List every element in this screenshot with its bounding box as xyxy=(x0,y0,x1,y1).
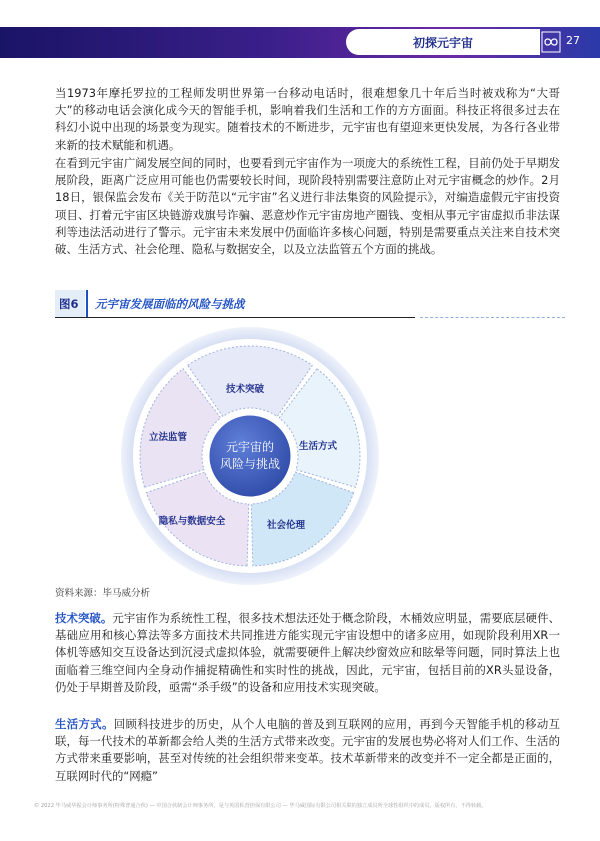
segment-label-ethics: 社会伦理 xyxy=(266,520,306,531)
figure-number: 图6 xyxy=(59,297,79,311)
infinity-icon xyxy=(541,31,561,53)
segment-label-privacy: 隐私与数据安全 xyxy=(158,516,226,527)
section-title: 初探元宇宙 xyxy=(412,36,473,50)
center-label-line1: 元宇宙的 xyxy=(225,440,275,454)
figure-dotted-line xyxy=(420,317,565,319)
paragraph-intro: 当1973年摩托罗拉的工程师发明世界第一台移动电话时，很难想象几十年后当时被戏称为“大哥大”的移动电话会演化成今天的智能手机，影响着我们生活和工作的方方面面。科技正将很多过去在科幻小说中出现的场景变为现实。随着技术的不断进步，元宇宙也有望迎来更快发展，为各行各业带来新的技术赋能和机遇。 xyxy=(55,86,560,152)
paragraph-lifestyle xyxy=(55,716,560,785)
figure-title: 元宇宙发展面临的风险与挑战 xyxy=(95,297,245,311)
paragraph-tech-breakthrough xyxy=(55,610,560,696)
section-title-pill xyxy=(346,29,540,55)
lead-lifestyle: 生活方式。 xyxy=(55,717,114,731)
lead-tech-breakthrough: 技术突破。 xyxy=(55,611,113,625)
figure-underline xyxy=(55,317,415,318)
paragraph-challenges: 在看到元宇宙广阔发展空间的同时，也要看到元宇宙作为一项庞大的系统性工程，目前仍处于早期发展阶段，距离广泛应用可能也仍需要较长时间，现阶段特别需要注意防止对元宇宙概念的炒作。2月18日，银保监会发布《关于防范以“元宇宙”名义进行非法集资的风险提示》，对编造虚假元宇宙投资项目、打着元宇宙区块链游戏旗号诈骗、恶意炒作元宇宙房地产圈钱、变相从事元宇宙虚拟币非法谋利等违法活动进行了警示。元宇宙未来发展中仍面临许多核心问题，特别是需要重点关注来自技术突破、生活方式、社会伦理、隐私与数据安全，以及立法监管五个方面的挑战。 xyxy=(55,156,560,257)
figure-divider xyxy=(86,290,88,318)
footer-copyright: © 2022 毕马威华振会计师事务所(特殊普通合伙) — 中国合伙制会计师事务所，是与英国私营担保有限公司 — 毕马威国际有限公司相关联的独立成员所全球性组织中的成员。版权所有，不得转载。 xyxy=(34,803,487,809)
body-lifestyle: 回顾科技进步的历史，从个人电脑的普及到互联网的应用，再到今天智能手机的移动互联，每一代技术的革新都会给人类的生活方式带来改变。元宇宙的发展也势必将对人们工作、生活的方式带来重要影响，甚至对传统的社会组织带来变革。技术革新带来的改变并不一定全都是正面的，互联网时代的“网瘾” xyxy=(55,717,560,783)
segment-label-legislation: 立法监管 xyxy=(148,432,188,443)
center-label-line2: 风险与挑战 xyxy=(219,457,281,471)
figure-tag xyxy=(55,290,85,318)
page-number: 27 xyxy=(566,34,580,47)
risk-challenge-diagram xyxy=(100,325,400,587)
body-tech-breakthrough: 元宇宙作为系统性工程，很多技术想法还处于概念阶段，木桶效应明显，需要底层硬件、基础应用和核心算法等多方面技术共同推进方能实现元宇宙设想中的诸多应用，如现阶段利用XR一体机等感知交互设备达到沉浸式虚拟体验，就需要硬件上解决纱窗效应和眩晕等问题，同时算法上也面临着三维空间内全身动作捕捉精确性和实时性的挑战，因此，元宇宙，包括目前的XR头显设备，仍处于早期普及阶段，亟需“杀手级”的设备和应用技术实现突破。 xyxy=(55,611,560,694)
center-circle xyxy=(208,414,292,498)
figure-header xyxy=(55,290,560,318)
segment-label-lifestyle: 生活方式 xyxy=(298,441,338,452)
segment-label-tech: 技术突破 xyxy=(225,384,265,395)
figure-source: 资料来源：毕马威分析 xyxy=(55,588,151,599)
